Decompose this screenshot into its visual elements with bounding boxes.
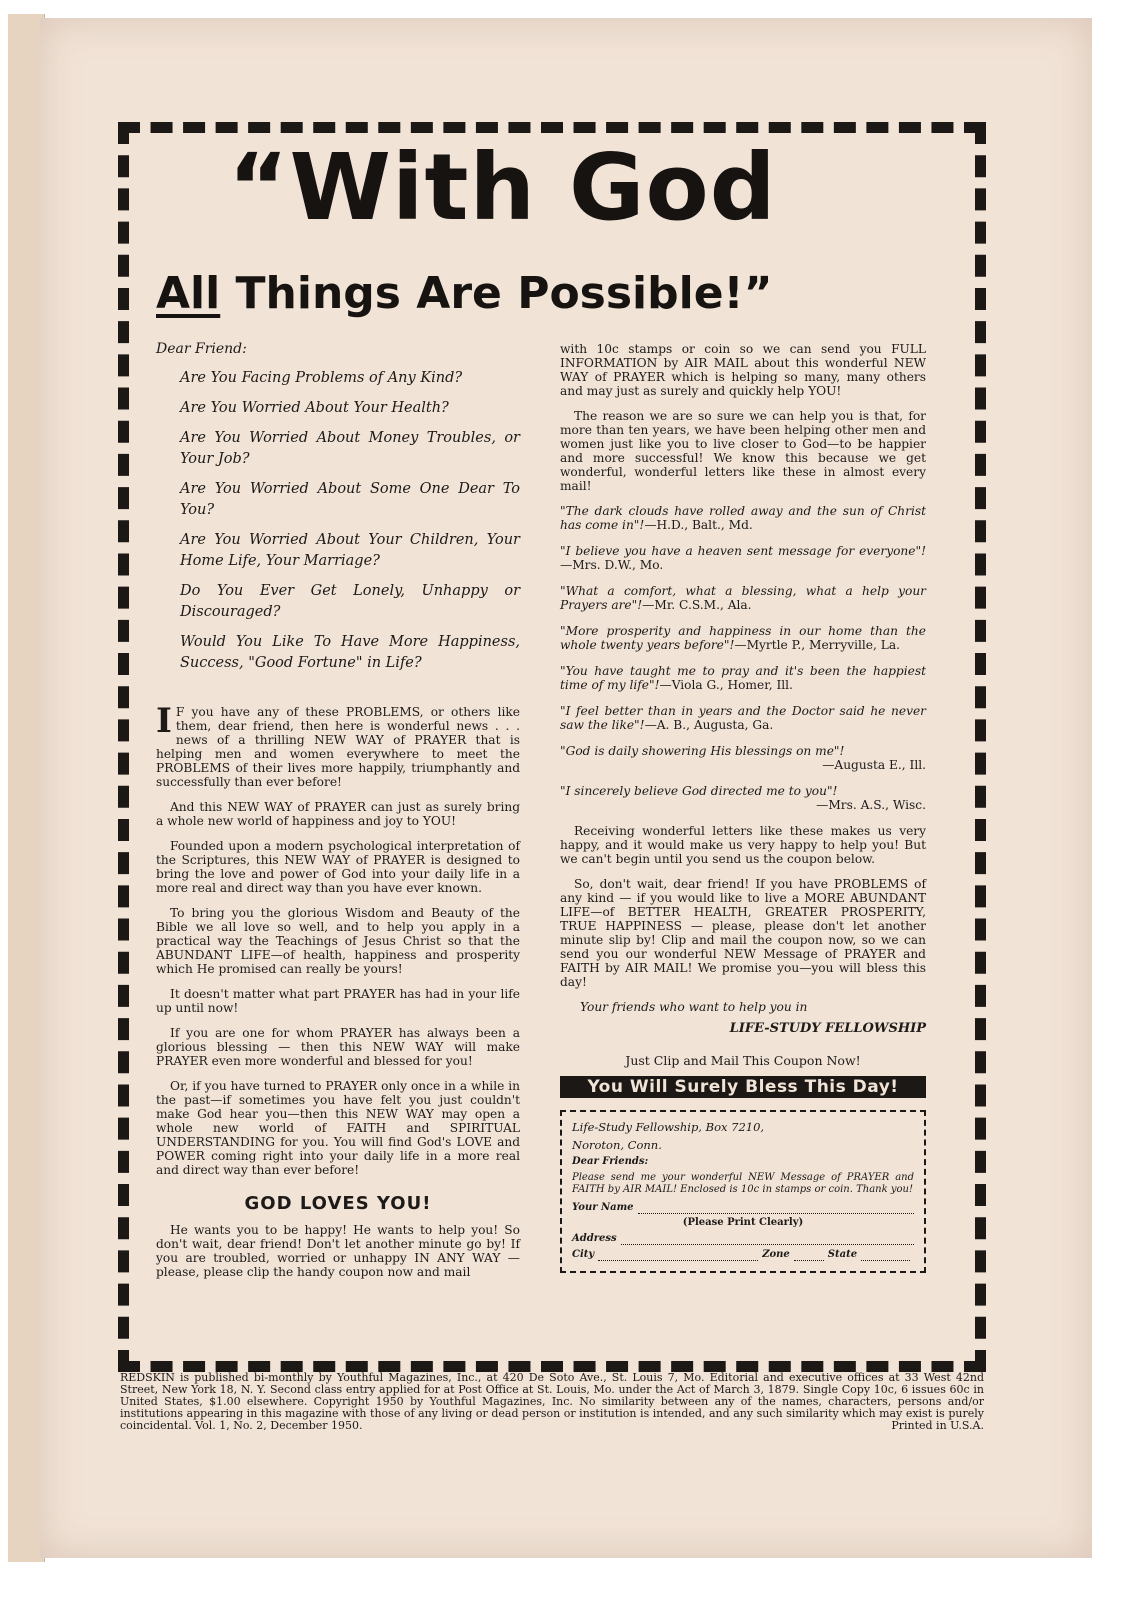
headline-rest: Things Are Possible!” — [220, 268, 773, 319]
question-item: Are You Worried About Your Health? — [180, 400, 449, 416]
question-item: Are You Worried About Your Children, Your Home Life, Your Marriage? — [180, 532, 520, 569]
testimonial-author: —Mrs. A.S., Wisc. — [816, 798, 926, 812]
testimonial-quote: "God is daily showering His blessings on me"! — [560, 744, 845, 758]
question-item: Are You Worried About Money Troubles, or Your Job? — [180, 430, 520, 467]
printed-in: Printed in U.S.A. — [891, 1419, 984, 1432]
address-label: Address — [572, 1233, 617, 1244]
testimonial-author: —A. B., Augusta, Ga. — [644, 718, 774, 732]
body-paragraph: And this NEW WAY of PRAYER can just as surely bring a whole new world of happiness and joy to YOU! — [156, 800, 520, 828]
testimonial — [560, 744, 926, 772]
question-item: Are You Worried About Some One Dear To You? — [180, 481, 520, 518]
body-paragraph: The reason we are so sure we can help you is that, for more than ten years, we have been helping other men and women just like you to live closer to God—to be happier and more successful! We know this because we get wonderful, wonderful letters like these in almost every mail! — [560, 409, 926, 493]
bless-banner: You Will Surely Bless This Day! — [560, 1076, 926, 1098]
testimonial-quote: "I feel better than in years and the Doctor said he never saw the like"! — [560, 704, 926, 732]
name-field[interactable] — [572, 1202, 914, 1214]
coupon-body: Please send me your wonderful NEW Message of PRAYER and FAITH by AIR MAIL! Enclosed is 10c in stamps or coin. Thank you! — [572, 1172, 914, 1195]
testimonial-author: —Myrtle P., Merryville, La. — [734, 638, 900, 652]
body-paragraph: To bring you the glorious Wisdom and Beauty of the Bible we all love so well, and to help you apply in a practical way the Teachings of Jesus Christ so that the ABUNDANT LIFE—of health, happiness and prosperity which He promised can really be yours! — [156, 906, 520, 976]
body-paragraph: with 10c stamps or coin so we can send you FULL INFORMATION by AIR MAIL about this wonderful NEW WAY of PRAYER which is helping so many, many others and may just as surely and quickly help YOU! — [560, 342, 926, 398]
body-paragraph: He wants you to be happy! He wants to help you! So don't wait, dear friend! Don't let another minute go by! If you are troubled, worried or unhappy IN ANY WAY —please, please clip the handy coupon now and mail — [156, 1223, 520, 1279]
body-paragraph — [156, 701, 520, 789]
testimonial-author: —H.D., Balt., Md. — [644, 518, 753, 532]
testimonial — [560, 584, 926, 612]
body-paragraph: Founded upon a modern psychological interpretation of the Scriptures, this NEW WAY of PRAYER is designed to bring the love and power of God into your daily life in a more real and direct way than you have ever known. — [156, 839, 520, 895]
city-zone-state-row — [572, 1249, 914, 1261]
testimonial-quote: "I sincerely believe God directed me to you"! — [560, 784, 838, 798]
testimonial-author: —Mrs. D.W., Mo. — [560, 558, 664, 572]
city-line[interactable] — [598, 1250, 758, 1261]
paragraph-text: F you have any of these PROBLEMS, or others like them, dear friend, then here is wonderful news . . . news of a thrilling NEW WAY of PRAYER that is helping men and women everywhere to meet the PROBLEMS of their lives more happily, triumphantly and successfully than ever before! — [156, 705, 520, 789]
drop-cap: I — [156, 701, 172, 741]
state-line[interactable] — [861, 1250, 910, 1261]
testimonial-quote: "More prosperity and happiness in our home than the whole twenty years before"! — [560, 624, 926, 652]
question-item: Would You Like To Have More Happiness, Success, "Good Fortune" in Life? — [180, 634, 520, 671]
address-line[interactable] — [621, 1234, 914, 1245]
testimonial — [560, 664, 926, 692]
headline-line-2 — [156, 268, 956, 319]
subheading: GOD LOVES YOU! — [244, 1193, 432, 1214]
testimonial-quote: "I believe you have a heaven sent message for everyone"! — [560, 544, 926, 558]
mail-coupon — [560, 1110, 926, 1273]
question-item: Do You Ever Get Lonely, Unhappy or Discouraged? — [180, 583, 520, 620]
question-list — [180, 368, 520, 674]
city-label: City — [572, 1249, 595, 1260]
coupon-address-1: Life-Study Fellowship, Box 7210, — [572, 1120, 765, 1134]
testimonial-quote: "The dark clouds have rolled away and the sun of Christ has come in"! — [560, 504, 926, 532]
zone-label: Zone — [762, 1249, 790, 1260]
name-line[interactable] — [638, 1203, 914, 1214]
testimonial-author: —Augusta E., Ill. — [822, 758, 926, 772]
coupon-greeting: Dear Friends: — [572, 1156, 649, 1167]
headline-line-1: “With God — [228, 134, 777, 241]
footer-text: REDSKIN is published bi-monthly by Youthful Magazines, Inc., at 420 De Soto Ave., St. Louis 7, Mo. Editorial and executive offices at 33 West 42nd Street, New York 18, N. Y. Second class entry applied for at Post Office at St. Louis, Mo. under the Act of March 3, 1879. Single Copy 10c, 6 issues 60c in United States, $1.00 elsewhere. Copyright 1950 by Youthful Magazines, Inc. No similarity between any of the names, characters, persons and/or institutions appearing in this magazine with those of any living or dead person or institution is intended, and any such similarity which may exist is purely coincidental. Vol. 1, No. 2, December 1950. — [120, 1371, 984, 1432]
signoff-org: LIFE-STUDY FELLOWSHIP — [729, 1021, 926, 1036]
headline-all: All — [156, 268, 221, 319]
body-paragraph: Or, if you have turned to PRAYER only once in a while in the past—if sometimes you have felt you just couldn't make God hear you—then this NEW WAY may open a whole new world of FAITH and SPIRITUAL UNDERSTANDING for you. You will find God's LOVE and POWER coming right into your daily life in a more real and direct way than ever before! — [156, 1079, 520, 1177]
name-label: Your Name — [572, 1202, 634, 1213]
greeting: Dear Friend: — [156, 341, 247, 357]
body-paragraph: Receiving wonderful letters like these makes us very happy, and it would make us very happy to help you! But we can't begin until you send us the coupon below. — [560, 824, 926, 866]
testimonial-author: —Mr. C.S.M., Ala. — [642, 598, 752, 612]
right-column — [560, 342, 926, 1273]
question-item: Are You Facing Problems of Any Kind? — [180, 370, 463, 386]
testimonial-author: —Viola G., Homer, Ill. — [659, 678, 793, 692]
body-paragraph: If you are one for whom PRAYER has always been a glorious blessing — then this NEW WAY will make PRAYER even more wonderful and blessed for you! — [156, 1026, 520, 1068]
print-clearly-note: (Please Print Clearly) — [682, 1217, 804, 1228]
testimonial-quote: "You have taught me to pray and it's been the happiest time of my life"! — [560, 664, 926, 692]
signoff-line: Your friends who want to help you in — [580, 1000, 808, 1014]
testimonial — [560, 704, 926, 732]
publication-footer — [120, 1372, 984, 1432]
testimonial — [560, 784, 926, 812]
coupon-address-2: Noroton, Conn. — [572, 1138, 662, 1152]
clip-instruction: Just Clip and Mail This Coupon Now! — [625, 1053, 861, 1068]
zone-line[interactable] — [794, 1250, 824, 1261]
body-paragraph: So, don't wait, dear friend! If you have PROBLEMS of any kind — if you would like to live a MORE ABUNDANT LIFE—of BETTER HEALTH, GREATER PROSPERITY, TRUE HAPPINESS — please, please don't let another minute slip by! Clip and mail the coupon now, so we can send you our wonderful NEW Message of PRAYER and FAITH by AIR MAIL! We promise you—you will bless this day! — [560, 877, 926, 989]
body-paragraph: It doesn't matter what part PRAYER has had in your life up until now! — [156, 987, 520, 1015]
testimonial-quote: "What a comfort, what a blessing, what a help your Prayers are"! — [560, 584, 926, 612]
testimonial — [560, 544, 926, 572]
address-field[interactable] — [572, 1233, 914, 1245]
left-column — [156, 342, 520, 1290]
testimonial — [560, 504, 926, 532]
state-label: State — [827, 1249, 858, 1260]
testimonial — [560, 624, 926, 652]
